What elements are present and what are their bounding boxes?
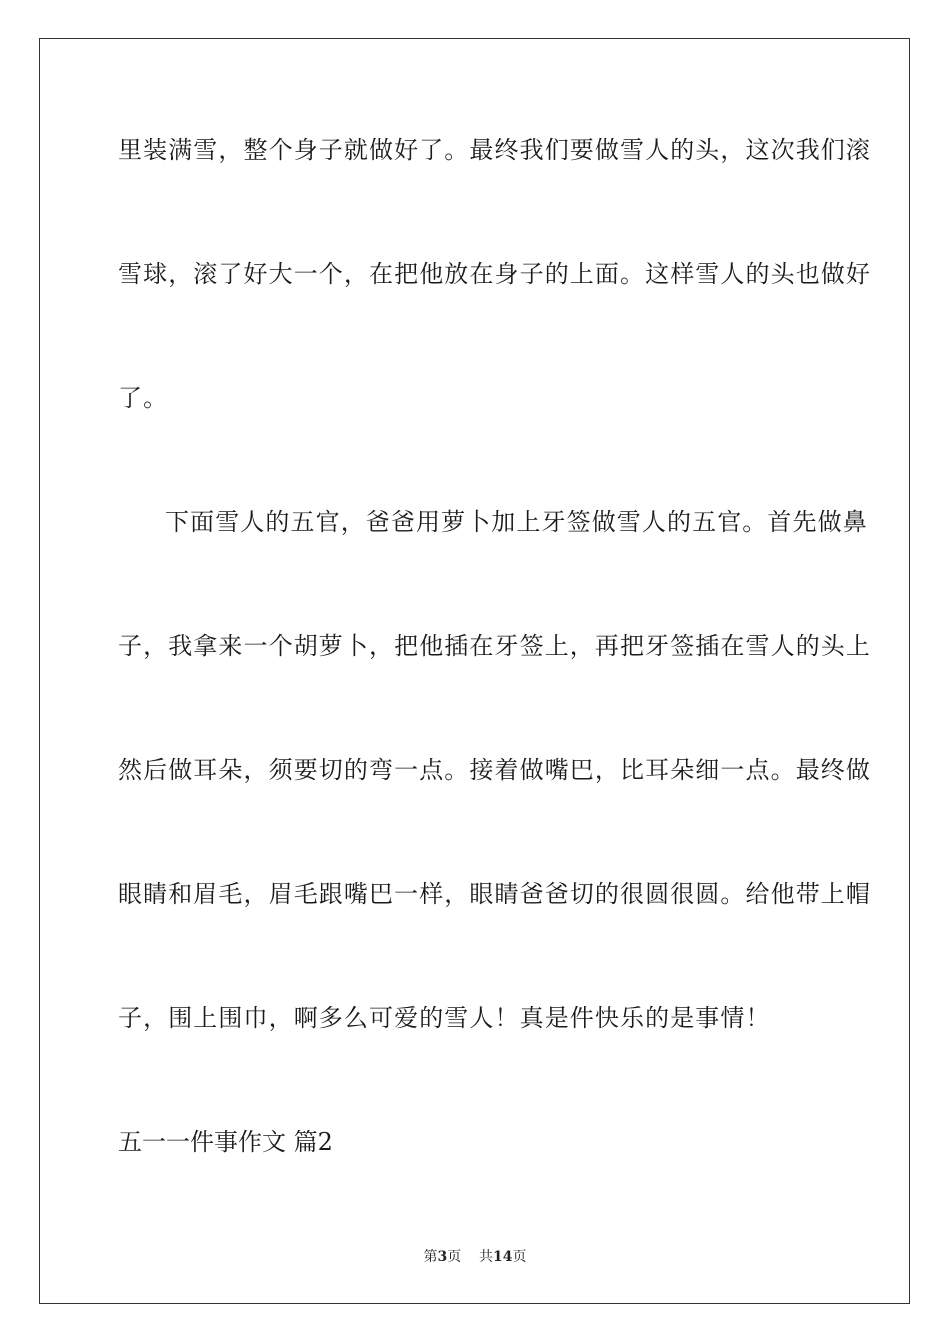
page-prefix: 第 bbox=[423, 1249, 438, 1265]
total-pages: 14 bbox=[493, 1249, 513, 1265]
page-number: 3 bbox=[437, 1249, 448, 1265]
paragraph-line-4: 下面雪人的五官，爸爸用萝卜加上牙签做雪人的五官。首先做鼻 bbox=[165, 508, 868, 536]
paragraph-line-2: 雪球，滚了好大一个，在把他放在身子的上面。这样雪人的头也做好 bbox=[118, 260, 871, 288]
section-heading: 五一一件事作文 篇2 bbox=[118, 1128, 333, 1156]
paragraph-line-1: 里装满雪，整个身子就做好了。最终我们要做雪人的头，这次我们滚 bbox=[118, 136, 871, 164]
total-prefix: 共 bbox=[479, 1249, 494, 1265]
paragraph-line-6: 然后做耳朵，须要切的弯一点。接着做嘴巴，比耳朵细一点。最终做 bbox=[118, 756, 871, 784]
paragraph-line-7: 眼睛和眉毛，眉毛跟嘴巴一样，眼睛爸爸切的很圆很圆。给他带上帽 bbox=[118, 880, 871, 908]
page-suffix: 页 bbox=[447, 1249, 462, 1265]
total-suffix: 页 bbox=[512, 1249, 527, 1265]
paragraph-line-5: 子，我拿来一个胡萝卜，把他插在牙签上，再把牙签插在雪人的头上 bbox=[118, 632, 871, 660]
paragraph-line-3: 了。 bbox=[118, 384, 169, 412]
page-frame bbox=[39, 38, 910, 1304]
page-footer bbox=[0, 1248, 950, 1266]
paragraph-line-8: 子，围上围巾，啊多么可爱的雪人！真是件快乐的是事情！ bbox=[118, 1004, 771, 1032]
